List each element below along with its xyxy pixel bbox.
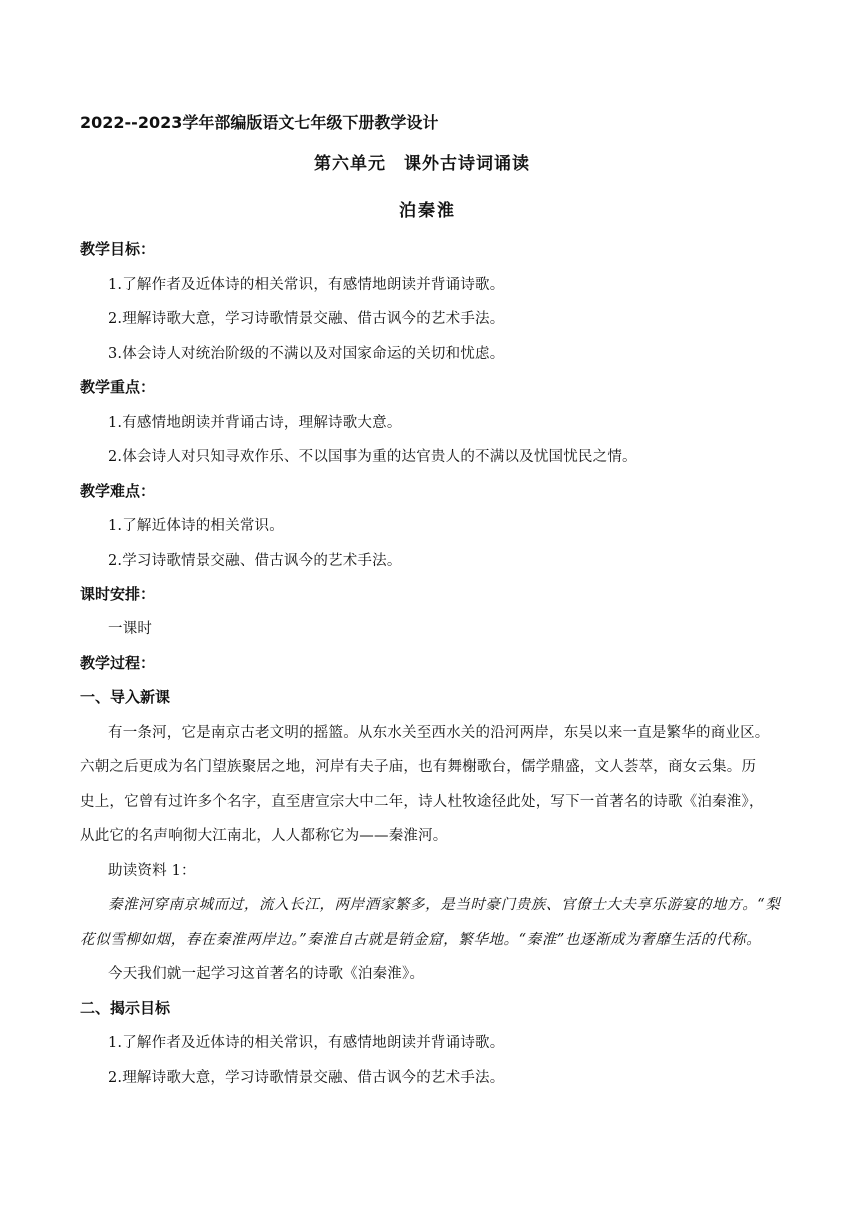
objective-item: 2.理解诗歌大意，学习诗歌情景交融、借古讽今的艺术手法。 (108, 311, 505, 327)
goal-item: 2.理解诗歌大意，学习诗歌情景交融、借古讽今的艺术手法。 (108, 1070, 505, 1086)
intro-paragraph-line: 有一条河，它是南京古老文明的摇篮。从东水关至西水关的沿河两岸，东吴以来一直是繁华的商业区。 (108, 725, 770, 741)
section-heading-goals: 二、揭示目标 (80, 999, 171, 1017)
unit-title: 第六单元 课外古诗词诵读 (314, 154, 530, 174)
today-line: 今天我们就一起学习这首著名的诗歌《泊秦淮》。 (108, 966, 425, 982)
objective-item: 3.体会诗人对统治阶级的不满以及对国家命运的关切和忧虑。 (108, 346, 505, 362)
intro-paragraph-line: 从此它的名声响彻大江南北，人人都称它为——秦淮河。 (80, 828, 448, 844)
schedule-value: 一课时 (108, 621, 153, 637)
schedule-heading: 课时安排： (80, 585, 156, 603)
objective-item: 1.了解作者及近体诗的相关常识，有感情地朗读并背诵诗歌。 (108, 277, 505, 293)
reading-material-label: 助读资料 1： (108, 863, 196, 879)
document-year-title: 2022--2023学年部编版语文七年级下册教学设计 (80, 113, 439, 132)
reading-material-line: 花似雪柳如烟，春在秦淮两岸边。”秦淮自古就是销金窟，繁华地。“秦淮”也逐渐成为奢靡生活的代称。 (80, 932, 762, 948)
key-point-item: 1.有感情地朗读并背诵古诗，理解诗歌大意。 (108, 415, 402, 431)
objectives-heading: 教学目标： (80, 240, 156, 258)
poem-title: 泊秦淮 (399, 201, 456, 221)
section-heading-intro: 一、导入新课 (80, 688, 171, 706)
intro-paragraph-line: 史上，它曾有过许多个名字，直至唐宣宗大中二年，诗人杜牧途径此处，写下一首著名的诗歌《泊秦淮》， (80, 794, 764, 810)
difficulties-heading: 教学难点： (80, 482, 156, 500)
difficulty-item: 2.学习诗歌情景交融、借古讽今的艺术手法。 (108, 553, 402, 569)
key-point-item: 2.体会诗人对只知寻欢作乐、不以国事为重的达官贵人的不满以及忧国忧民之情。 (108, 449, 637, 465)
difficulty-item: 1.了解近体诗的相关常识。 (108, 518, 284, 534)
process-heading: 教学过程： (80, 654, 156, 672)
key-points-heading: 教学重点： (80, 378, 156, 396)
goal-item: 1.了解作者及近体诗的相关常识，有感情地朗读并背诵诗歌。 (108, 1035, 505, 1051)
reading-material-line: 秦淮河穿南京城而过，流入长江，两岸酒家繁多，是当时豪门贵族、官僚士大夫享乐游宴的地方。“梨 (108, 897, 781, 913)
intro-paragraph-line: 六朝之后更成为名门望族聚居之地，河岸有夫子庙，也有舞榭歌台，儒学鼎盛，文人荟萃，商女云集。历 (80, 759, 757, 775)
